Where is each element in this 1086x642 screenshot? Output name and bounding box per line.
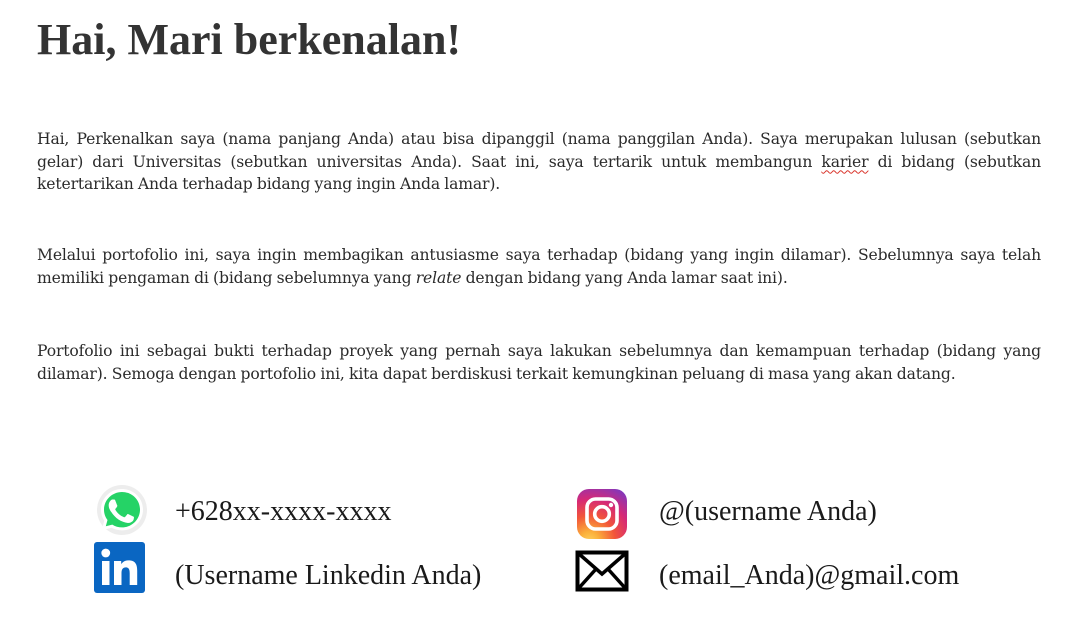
portfolio-text-end: dengan bidang yang Anda lamar saat ini). <box>461 268 788 287</box>
instagram-username: @(username Anda) <box>659 496 877 527</box>
linkedin-username: (Username Linkedin Anda) <box>175 560 482 591</box>
spellcheck-flagged-word[interactable]: karier <box>821 152 869 171</box>
whatsapp-icon <box>96 484 148 536</box>
portfolio-paragraph <box>37 244 1041 289</box>
email-address: (email_Anda)@gmail.com <box>659 560 960 591</box>
closing-paragraph: Portofolio ini sebagai bukti terhadap proyek yang pernah saya lakukan sebelumnya dan kemampuan terhadap (bidang yang dilamar). Semoga dengan portofolio ini, kita dapat berdiskusi terkait kemungkinan peluang di masa yang akan datang. <box>37 342 1041 383</box>
portfolio-text-start: Melalui portofolio ini, saya ingin membagikan antusiasme saya terhadap (bidang yang ingin dilamar). Sebelumnya saya telah memiliki pengaman di (bidang sebelumnya yang <box>37 246 1041 287</box>
whatsapp-number: +628xx-xxxx-xxxx <box>175 496 392 527</box>
mail-icon <box>575 550 629 592</box>
intro-paragraph <box>37 128 1041 196</box>
intro-text-start: Hai, Perkenalkan saya (nama panjang Anda) atau bisa dipanggil (nama panggilan Anda). Saya merupakan lulusan (sebutkan gelar) dari Universitas (sebutkan universitas Anda). Saat ini, saya tertarik untuk membangun <box>37 130 1041 171</box>
intro-text-end: di bidang (sebutkan ketertarikan Anda terhadap bidang yang ingin Anda lamar). <box>37 152 1041 193</box>
italic-word: relate <box>415 268 462 287</box>
page-title: Hai, Mari berkenalan! <box>37 15 462 64</box>
instagram-icon <box>576 488 628 540</box>
linkedin-icon <box>94 542 145 593</box>
